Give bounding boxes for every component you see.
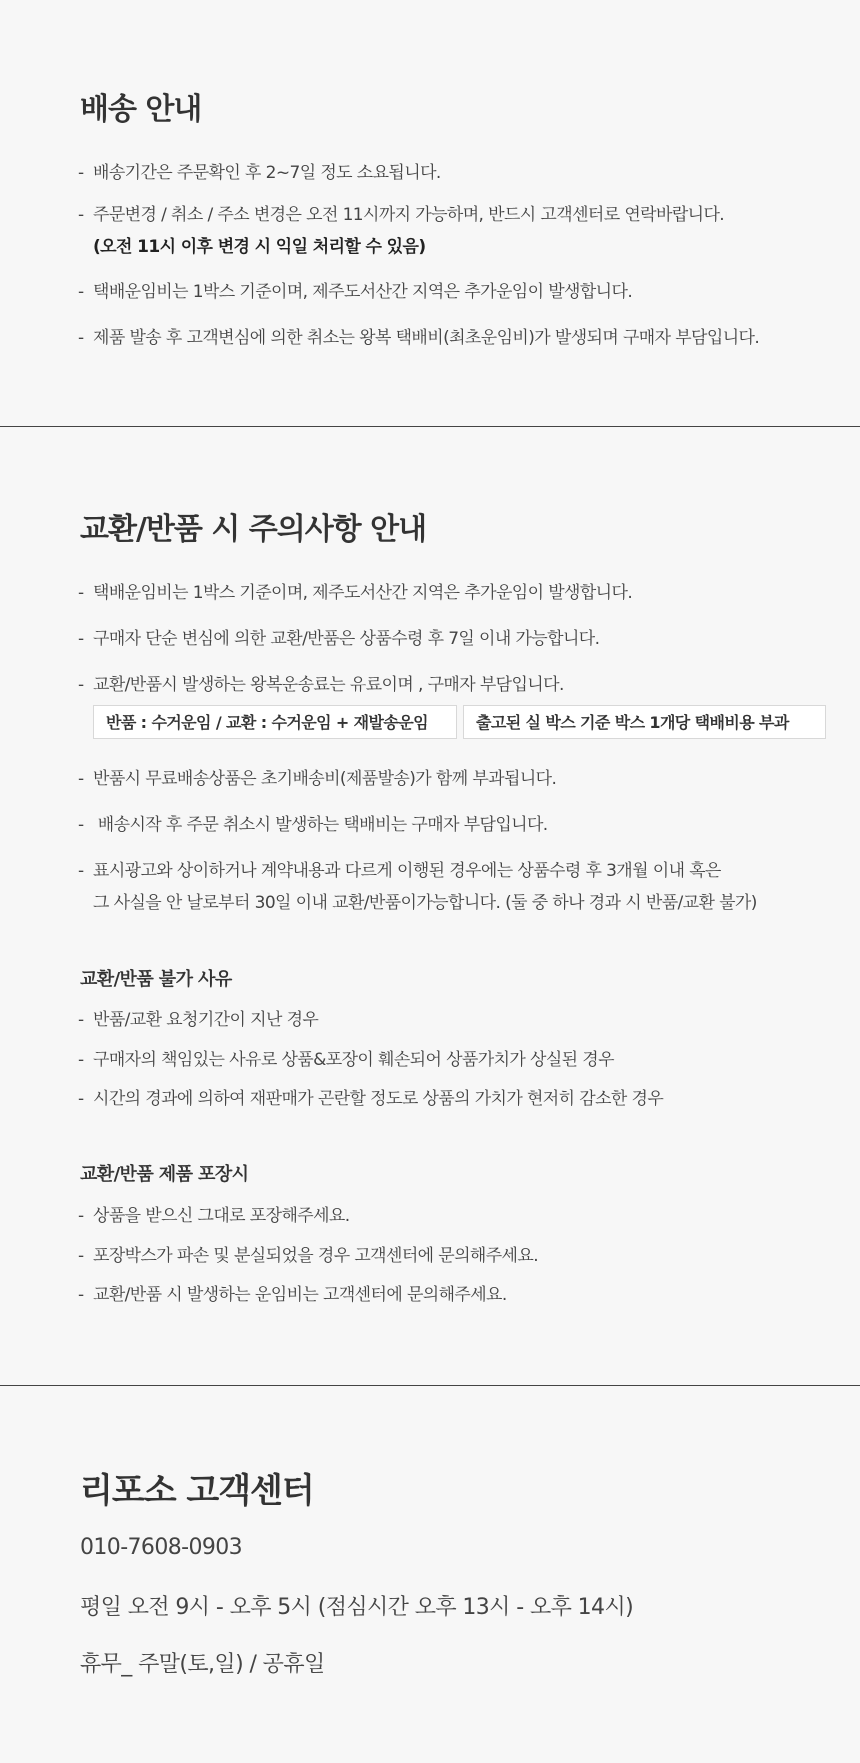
- dash: -: [78, 282, 84, 302]
- dash: -: [78, 629, 84, 649]
- list-item: [78, 578, 632, 603]
- list-item: [78, 624, 599, 649]
- list-item-text: 상품을 받으신 그대로 포장해주세요.: [93, 1206, 350, 1226]
- list-item-text: 교환/반품시 발생하는 왕복운송료는 유료이며 , 구매자 부담입니다.: [93, 675, 564, 695]
- list-item: [78, 1045, 614, 1070]
- list-item-text: 표시광고와 상이하거나 계약내용과 다르게 이행된 경우에는 상품수령 후 3개월 이내 혹은: [93, 861, 721, 881]
- list-item: [78, 200, 724, 225]
- list-item-text: 시간의 경과에 의하여 재판매가 곤란할 정도로 상품의 가치가 현저히 감소한 경우: [93, 1089, 664, 1109]
- list-item-text: 택배운임비는 1박스 기준이며, 제주도서산간 지역은 추가운임이 발생합니다.: [93, 282, 633, 302]
- holiday-info: 휴무_ 주말(토,일) / 공휴일: [80, 1652, 325, 1677]
- dash: -: [78, 1285, 84, 1305]
- list-item: [78, 1201, 350, 1226]
- fee-tag: 반품 : 수거운임 / 교환 : 수거운임 + 재발송운임: [93, 705, 457, 739]
- list-item-text: 택배운임비는 1박스 기준이며, 제주도서산간 지역은 추가운임이 발생합니다.: [93, 583, 633, 603]
- dash: -: [78, 163, 84, 183]
- dash: -: [78, 1089, 84, 1109]
- packing-title: 교환/반품 제품 포장시: [80, 1164, 249, 1185]
- list-item: [78, 764, 556, 789]
- list-item-text: 교환/반품 시 발생하는 운임비는 고객센터에 문의해주세요.: [93, 1285, 507, 1305]
- phone-number: 010-7608-0903: [80, 1535, 243, 1560]
- list-item-text: 구매자 단순 변심에 의한 교환/반품은 상품수령 후 7일 이내 가능합니다.: [93, 629, 600, 649]
- exchange-title: 교환/반품 시 주의사항 안내: [80, 512, 427, 547]
- dash: -: [78, 328, 84, 348]
- list-item-text: 제품 발송 후 고객변심에 의한 취소는 왕복 택배비(최초운임비)가 발생되며 구매자 부담입니다.: [93, 328, 760, 348]
- list-item-text: 포장박스가 파손 및 분실되었을 경우 고객센터에 문의해주세요.: [93, 1246, 538, 1266]
- dash: -: [78, 769, 84, 789]
- section-divider: [0, 426, 860, 427]
- list-item: [78, 323, 759, 348]
- fee-tag: 출고된 실 박스 기준 박스 1개당 택배비용 부과: [463, 705, 826, 739]
- dash: -: [78, 1246, 84, 1266]
- dash: -: [78, 1206, 84, 1226]
- list-item-text: 구매자의 책임있는 사유로 상품&포장이 훼손되어 상품가치가 상실된 경우: [93, 1050, 614, 1070]
- list-item-text: 반품시 무료배송상품은 초기배송비(제품발송)가 함께 부과됩니다.: [93, 769, 557, 789]
- list-item-text: 주문변경 / 취소 / 주소 변경은 오전 11시까지 가능하며, 반드시 고객센터로 연락바랍니다.: [93, 205, 725, 225]
- section-divider: [0, 1385, 860, 1386]
- list-item: [78, 1084, 663, 1109]
- list-item: [78, 158, 441, 183]
- list-item: [78, 277, 632, 302]
- shipping-note: (오전 11시 이후 변경 시 익일 처리할 수 있음): [93, 237, 426, 257]
- list-item: [78, 856, 721, 881]
- dash: -: [78, 583, 84, 603]
- list-item: [78, 1280, 507, 1305]
- business-hours: 평일 오전 9시 - 오후 5시 (점심시간 오후 13시 - 오후 14시): [80, 1595, 634, 1620]
- dash: -: [78, 205, 84, 225]
- not-allowed-title: 교환/반품 불가 사유: [80, 969, 232, 990]
- list-item-continuation: 그 사실을 안 날로부터 30일 이내 교환/반품이가능합니다. (둘 중 하나 경과 시 반품/교환 불가): [93, 893, 757, 913]
- list-item: [78, 810, 548, 835]
- list-item-text: 반품/교환 요청기간이 지난 경우: [93, 1010, 319, 1030]
- list-item: [78, 1241, 538, 1266]
- list-item: [78, 670, 564, 695]
- dash: -: [78, 675, 84, 695]
- customer-center-title: 리포소 고객센터: [80, 1471, 314, 1511]
- dash: -: [78, 1010, 84, 1030]
- dash: -: [78, 1050, 84, 1070]
- list-item: [78, 1005, 318, 1030]
- list-item-text: 배송시작 후 주문 취소시 발생하는 택배비는 구매자 부담입니다.: [93, 815, 548, 835]
- dash: -: [78, 861, 84, 881]
- list-item-text: 배송기간은 주문확인 후 2~7일 정도 소요됩니다.: [93, 163, 441, 183]
- shipping-title: 배송 안내: [80, 92, 202, 127]
- dash: -: [78, 815, 84, 835]
